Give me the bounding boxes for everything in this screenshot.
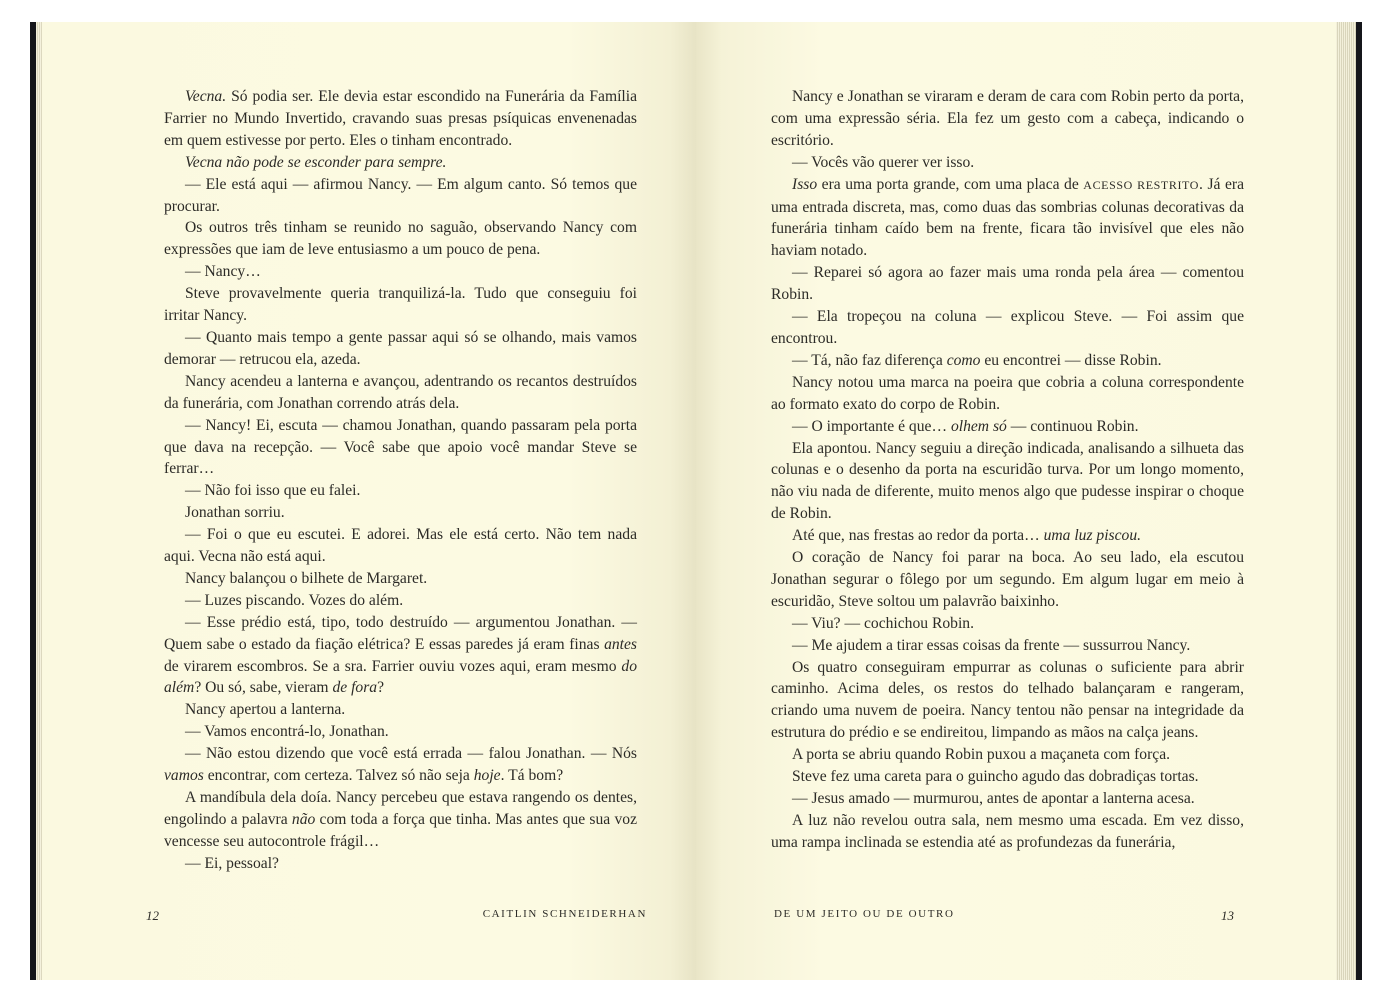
text-run: — Viu? — cochichou Robin. <box>792 614 974 632</box>
paragraph <box>164 86 637 152</box>
italic-text: como <box>946 351 981 369</box>
left-page <box>42 22 696 980</box>
text-run: — Ele está aqui — afirmou Nancy. — Em algum canto. Só temos que procurar. <box>164 175 637 215</box>
text-run: Jonathan sorriu. <box>185 504 285 522</box>
paragraph <box>771 174 1244 263</box>
text-run: — Vamos encontrá-lo, Jonathan. <box>185 723 389 741</box>
text-run: — Não estou dizendo que você está errada — falou Jonathan. — Nós <box>185 745 637 763</box>
paragraph <box>771 416 1244 438</box>
page-number-left: 12 <box>146 908 159 923</box>
page-number-right: 13 <box>1221 908 1234 923</box>
paragraph <box>164 415 637 481</box>
text-run: O coração de Nancy foi parar na boca. Ao seu lado, ela escutou Jonathan segurar o fôlego por um segundo. Em algum lugar em meio à escuridão, Steve soltou um palavrão baixinho. <box>771 549 1244 610</box>
text-run: — Reparei só agora ao fazer mais uma ronda pela área — comentou Robin. <box>771 264 1244 304</box>
text-run: ? <box>377 679 384 697</box>
paragraph <box>771 438 1244 526</box>
italic-text: olhem só <box>950 417 1007 435</box>
paragraph <box>771 635 1244 657</box>
italic-text: hoje <box>473 767 501 785</box>
paragraph <box>771 788 1244 810</box>
italic-text: Vecna não pode se esconder para sempre. <box>185 153 447 171</box>
text-run: A mandíbula dela doía. Nancy percebeu que estava rangendo os dentes, engolindo a palavra <box>164 789 637 828</box>
text-run: Até que, nas frestas ao redor da porta… <box>792 527 1044 545</box>
text-run: — Luzes piscando. Vozes do além. <box>185 591 404 609</box>
text-run: — Foi o que eu escutei. E adorei. Mas ele está certo. Não tem nada aqui. Vecna não está aqui. <box>164 526 637 566</box>
italic-text: não <box>291 810 316 828</box>
text-run: — Jesus amado — murmurou, antes de apontar a lanterna acesa. <box>792 790 1195 807</box>
italic-text: do além <box>164 657 637 697</box>
paragraph <box>164 371 637 415</box>
text-run: . Já era uma entrada discreta, mas, como duas das sombrias colunas decorativas da funerária tinham caído bem na frente, ficara tão invisível que eles não haviam notado. <box>771 175 1244 260</box>
text-run: — Ela tropeçou na coluna — explicou Steve. — Foi assim que encontrou. <box>771 308 1244 347</box>
text-run: — Ei, pessoal? <box>185 854 279 872</box>
text-run: . Tá bom? <box>500 767 564 785</box>
text-run: — Esse prédio está, tipo, todo destruído — argumentou Jonathan. — Quem sabe o estado da fiação elétrica? E essas paredes já eram finas <box>164 613 637 653</box>
text-run: ? Ou só, sabe, vieram <box>194 679 333 697</box>
italic-text: Isso <box>792 175 818 193</box>
italic-text: antes <box>604 635 637 653</box>
italic-text: de fora <box>332 679 378 697</box>
paragraph <box>164 524 637 568</box>
paragraph <box>164 152 637 174</box>
italic-text: vamos <box>164 767 204 785</box>
paragraph <box>771 525 1244 547</box>
paragraph <box>164 721 637 743</box>
text-run: Ela apontou. Nancy seguiu a direção indicada, analisando a silhueta das colunas e o desenho da porta na escuridão turva. Por um longo momento, não viu nada de diferente, muito menos algo que pudesse inspirar o choque de Robin. <box>771 439 1244 523</box>
text-run: — Nancy! Ei, escuta — chamou Jonathan, quando passaram pela porta que dava na recepção. — Você sabe que apoio você mandar Steve se ferrar… <box>164 416 637 478</box>
paragraph <box>164 327 637 371</box>
paragraph <box>771 744 1244 766</box>
text-run: Steve fez uma careta para o guincho agudo das dobradiças tortas. <box>792 768 1199 786</box>
text-run: Só podia ser. Ele devia estar escondido na Funerária da Família Farrier no Mundo Invertido, cravando suas presas psíquicas envenenadas em quem estivesse por perto. Eles o tinham encontrado. <box>164 88 637 149</box>
small-caps-text: ACESSO RESTRITO <box>1083 177 1200 192</box>
text-run: Nancy acendeu a lanterna e avançou, adentrando os recantos destruídos da funerária, com Jonathan correndo atrás dela. <box>164 372 637 412</box>
paragraph <box>771 350 1244 372</box>
running-head-author: CAITLIN SCHNEIDERHAN <box>482 908 647 920</box>
text-run: — Não foi isso que eu falei. <box>185 482 361 500</box>
italic-text: uma luz piscou. <box>1043 527 1142 545</box>
paragraph <box>164 590 637 612</box>
text-run: — continuou Robin. <box>1006 417 1139 435</box>
running-head-chapter: DE UM JEITO OU DE OUTRO <box>774 908 955 920</box>
text-run: Os outros três tinham se reunido no saguão, observando Nancy com expressões que iam de leve entusiasmo a um pouco de pena. <box>164 219 637 259</box>
text-run: Nancy e Jonathan se viraram e deram de cara com Robin perto da porta, com uma expressão séria. Ela fez um gesto com a cabeça, indicando o escritório. <box>771 88 1244 149</box>
text-run: era uma porta grande, com uma placa de <box>817 175 1084 193</box>
page-stack-right <box>1336 22 1356 980</box>
text-run: de virarem escombros. Se a sra. Farrier ouviu vozes aqui, eram mesmo <box>164 657 622 675</box>
paragraph <box>771 372 1244 416</box>
paragraph <box>164 568 637 590</box>
paragraph <box>771 152 1244 174</box>
paragraph <box>164 743 637 787</box>
paragraph <box>164 283 637 327</box>
text-run: com toda a força que tinha. Mas antes que sua voz vencesse seu autocontrole frágil… <box>164 810 637 850</box>
text-run: Steve provavelmente queria tranquilizá-la. Tudo que conseguiu foi irritar Nancy. <box>164 285 637 325</box>
paragraph <box>771 86 1244 152</box>
paragraph <box>771 657 1244 745</box>
text-run: — Tá, não faz diferença <box>792 351 947 369</box>
paragraph <box>164 787 637 853</box>
paragraph <box>771 810 1244 854</box>
left-page-text <box>164 86 637 875</box>
right-page-text <box>771 86 1244 854</box>
text-run: Nancy balançou o bilhete de Margaret. <box>185 569 428 587</box>
paragraph <box>164 612 637 700</box>
paragraph <box>164 502 637 524</box>
paragraph <box>771 766 1244 788</box>
paragraph <box>771 262 1244 306</box>
book-cover-edge-right <box>1356 22 1362 980</box>
text-run: — Quanto mais tempo a gente passar aqui só se olhando, mais vamos demorar — retrucou ela, azeda. <box>164 328 637 368</box>
paragraph <box>164 480 637 502</box>
text-run: A luz não revelou outra sala, nem mesmo uma escada. Em vez disso, uma rampa inclinada se estendia até as profundezas da funerária, <box>771 811 1244 851</box>
text-run: — Nancy… <box>185 263 261 281</box>
text-run: A porta se abriu quando Robin puxou a maçaneta com força. <box>792 746 1171 764</box>
paragraph <box>164 853 637 875</box>
text-run: encontrar, com certeza. Talvez só não seja <box>203 767 474 785</box>
text-run: Nancy apertou a lanterna. <box>185 701 346 719</box>
text-run: Os quatro conseguiram empurrar as colunas o suficiente para abrir caminho. Acima deles, os restos do telhado balançaram e rangeram, criando uma nuvem de poeira. Nancy tentou não pensar na integridade da estrutura do prédio e se endireitou, limpando as mãos na calça jeans. <box>771 658 1244 742</box>
book-spread <box>30 22 1362 980</box>
paragraph <box>164 699 637 721</box>
paragraph <box>771 306 1244 350</box>
paragraph <box>164 174 637 218</box>
paragraph <box>164 261 637 283</box>
paragraph <box>771 547 1244 613</box>
text-run: — Me ajudem a tirar essas coisas da frente — sussurrou Nancy. <box>792 636 1191 654</box>
paragraph <box>164 217 637 261</box>
italic-text: Vecna. <box>185 88 227 105</box>
text-run: Nancy notou uma marca na poeira que cobria a coluna correspondente ao formato exato do corpo de Robin. <box>771 373 1244 413</box>
text-run: — Vocês vão querer ver isso. <box>792 153 975 171</box>
paragraph <box>771 613 1244 635</box>
text-run: — O importante é que… <box>792 417 951 435</box>
text-run: eu encontrei — disse Robin. <box>980 351 1162 369</box>
right-page <box>696 22 1336 980</box>
